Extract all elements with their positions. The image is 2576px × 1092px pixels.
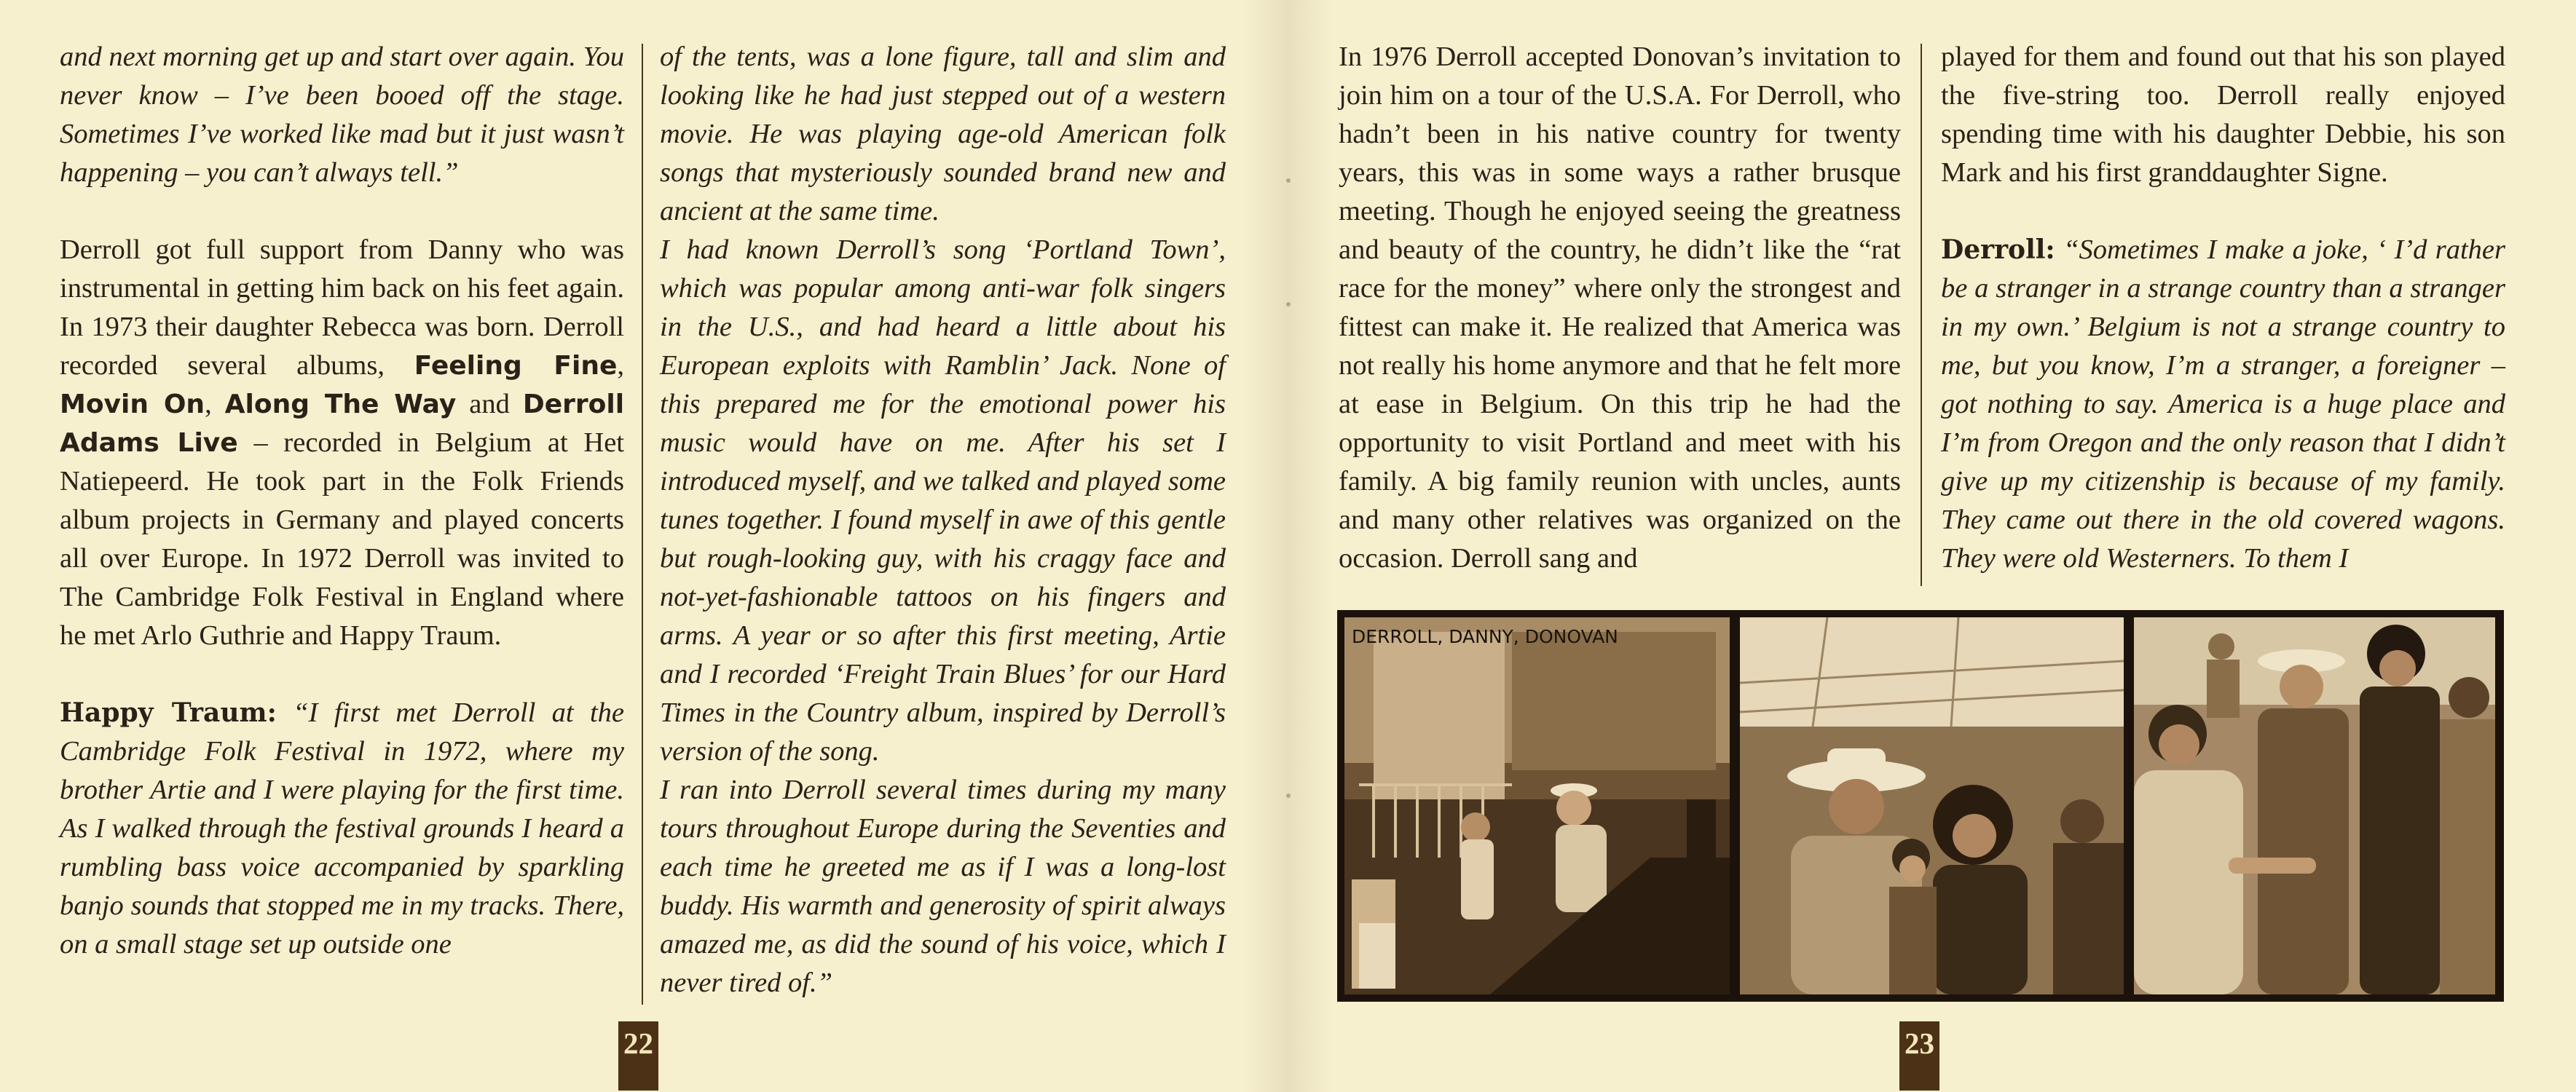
page-number-left: 22 <box>618 1021 658 1091</box>
quote-ending: and next morning get up and start over again. You never know – I’ve been booed off the stage. Sometimes I’ve worked like mad but it just wasn’t happening – you can’t always tell.” <box>60 41 624 188</box>
body-paragraph: In 1976 Derroll accepted Donovan’s invitation to join him on a tour of the U.S.A. For Derroll, who hadn’t been in his native country for twenty years, this was in some ways a rather brusque meeting. Though he enjoyed seeing the greatness and beauty of the country, he didn’t like the “rat race for the money” where only the strongest and fittest can make it. He realized that America was not really his home anymore and that he felt more at ease in Belgium. On this trip he had the opportunity to visit Portland and meet with his family. A big family reunion with uncles, aunts and many other relatives was organized on the occasion. Derroll sang and <box>1339 41 1901 574</box>
photo-station-platform <box>1344 617 1730 994</box>
quote-paragraph <box>1941 231 2505 578</box>
left-page-column-2 <box>660 38 1226 1002</box>
photo-crowd-handshake <box>2134 617 2495 994</box>
column-divider <box>642 44 643 1005</box>
photo-caption: DERROLL, DANNY, DONOVAN <box>1352 626 1618 647</box>
album-title: Feeling Fine <box>414 351 618 381</box>
quote-text: I had known Derroll’s song ‘Portland Town’, which was popular among anti-war folk singers in the U.S., and had heard a little about his European exploits with Ramblin’ Jack. None of this prepared me for the emotional power his music would have on me. After his set I introduced myself, and we talked and played some tunes together. I found myself in awe of this gentle but rough-looking guy, with his craggy face and not-yet-fashionable tattoos on his fingers and arms. A year or so after this first meeting, Artie and I recorded ‘Freight Train Blues’ for our Hard Times in the Country album, inspired by Derroll’s version of the song. <box>660 234 1226 767</box>
album-title: Movin On <box>60 389 205 419</box>
right-page-column-2 <box>1941 38 2505 578</box>
album-title: Along The Way <box>224 389 457 419</box>
body-paragraph: played for them and found out that his son played the five-string too. Derroll really enjoyed spending time with his daughter Debbie, his son Mark and his first granddaughter Signe. <box>1941 41 2505 188</box>
right-page-column-1 <box>1339 38 1901 578</box>
photo-strip <box>1337 610 2504 1002</box>
quote-text: “I first met Derroll at the Cambridge Folk Festival in 1972, where my brother Artie and I were playing for the first time. As I walked through the festival grounds I heard a rumbling bass voice accompanied by sparkling banjo sounds that stopped me in my tracks. There, on a small stage set up outside one <box>60 697 625 960</box>
quote-text: I ran into Derroll several times during my many tours throughout Europe during the Seventies and each time he greeted me as if I was a long-lost buddy. His warmth and generosity of spirit always amazed me, as did the sound of his voice, which I never tired of.” <box>660 775 1226 998</box>
left-page-column-1 <box>60 38 624 964</box>
speaker-name: Happy Traum: <box>60 697 277 728</box>
quote-paragraph <box>60 694 624 964</box>
column-divider <box>1921 44 1922 586</box>
page-number-right: 23 <box>1899 1021 1939 1091</box>
body-paragraph <box>60 231 624 655</box>
quote-text: of the tents, was a lone figure, tall and slim and looking like he had just stepped out of a western movie. He was playing age-old American folk songs that mysteriously sounded brand new and ancient at the same time. <box>660 41 1226 226</box>
gutter-shadow-right <box>1288 0 1331 1092</box>
photo-cowboy-hat-embrace <box>1740 617 2124 994</box>
album-title: Derroll Adams Live <box>60 389 625 458</box>
gutter-shadow-left <box>1244 0 1288 1092</box>
paragraph-text: – recorded in Belgium at Het Natiepeerd. He took part in the Folk Friends album projects in Germany and played concerts all over Europe. In 1972 Derroll was invited to The Cambridge Folk Festival in England where he met Arlo Guthrie and Happy Traum. <box>60 427 624 651</box>
separator: , <box>617 350 625 381</box>
print-speck <box>1286 302 1291 306</box>
speaker-name: Derroll: <box>1941 234 2055 265</box>
conjunction: and <box>469 389 510 419</box>
print-speck <box>1286 178 1291 183</box>
print-speck <box>1286 794 1291 798</box>
paragraph-text: Derroll got full support from Danny who was instrumental in getting him back on his feet again. In 1973 their daughter Rebecca was born. Derroll recorded several albums, <box>60 234 624 381</box>
quote-text: “Sometimes I make a joke, ‘ I’d rather be a stranger in a strange country than a stranger in my own.’ Belgium is not a strange country to me, but you know, I’m a stranger, a foreigner – got nothing to say. America is a huge place and I’m from Oregon and the only reason that I didn’t give up my citizenship is because of my family. They came out there in the old covered wagons. They were old Westerners. To them I <box>1941 234 2505 574</box>
separator: , <box>205 389 212 419</box>
